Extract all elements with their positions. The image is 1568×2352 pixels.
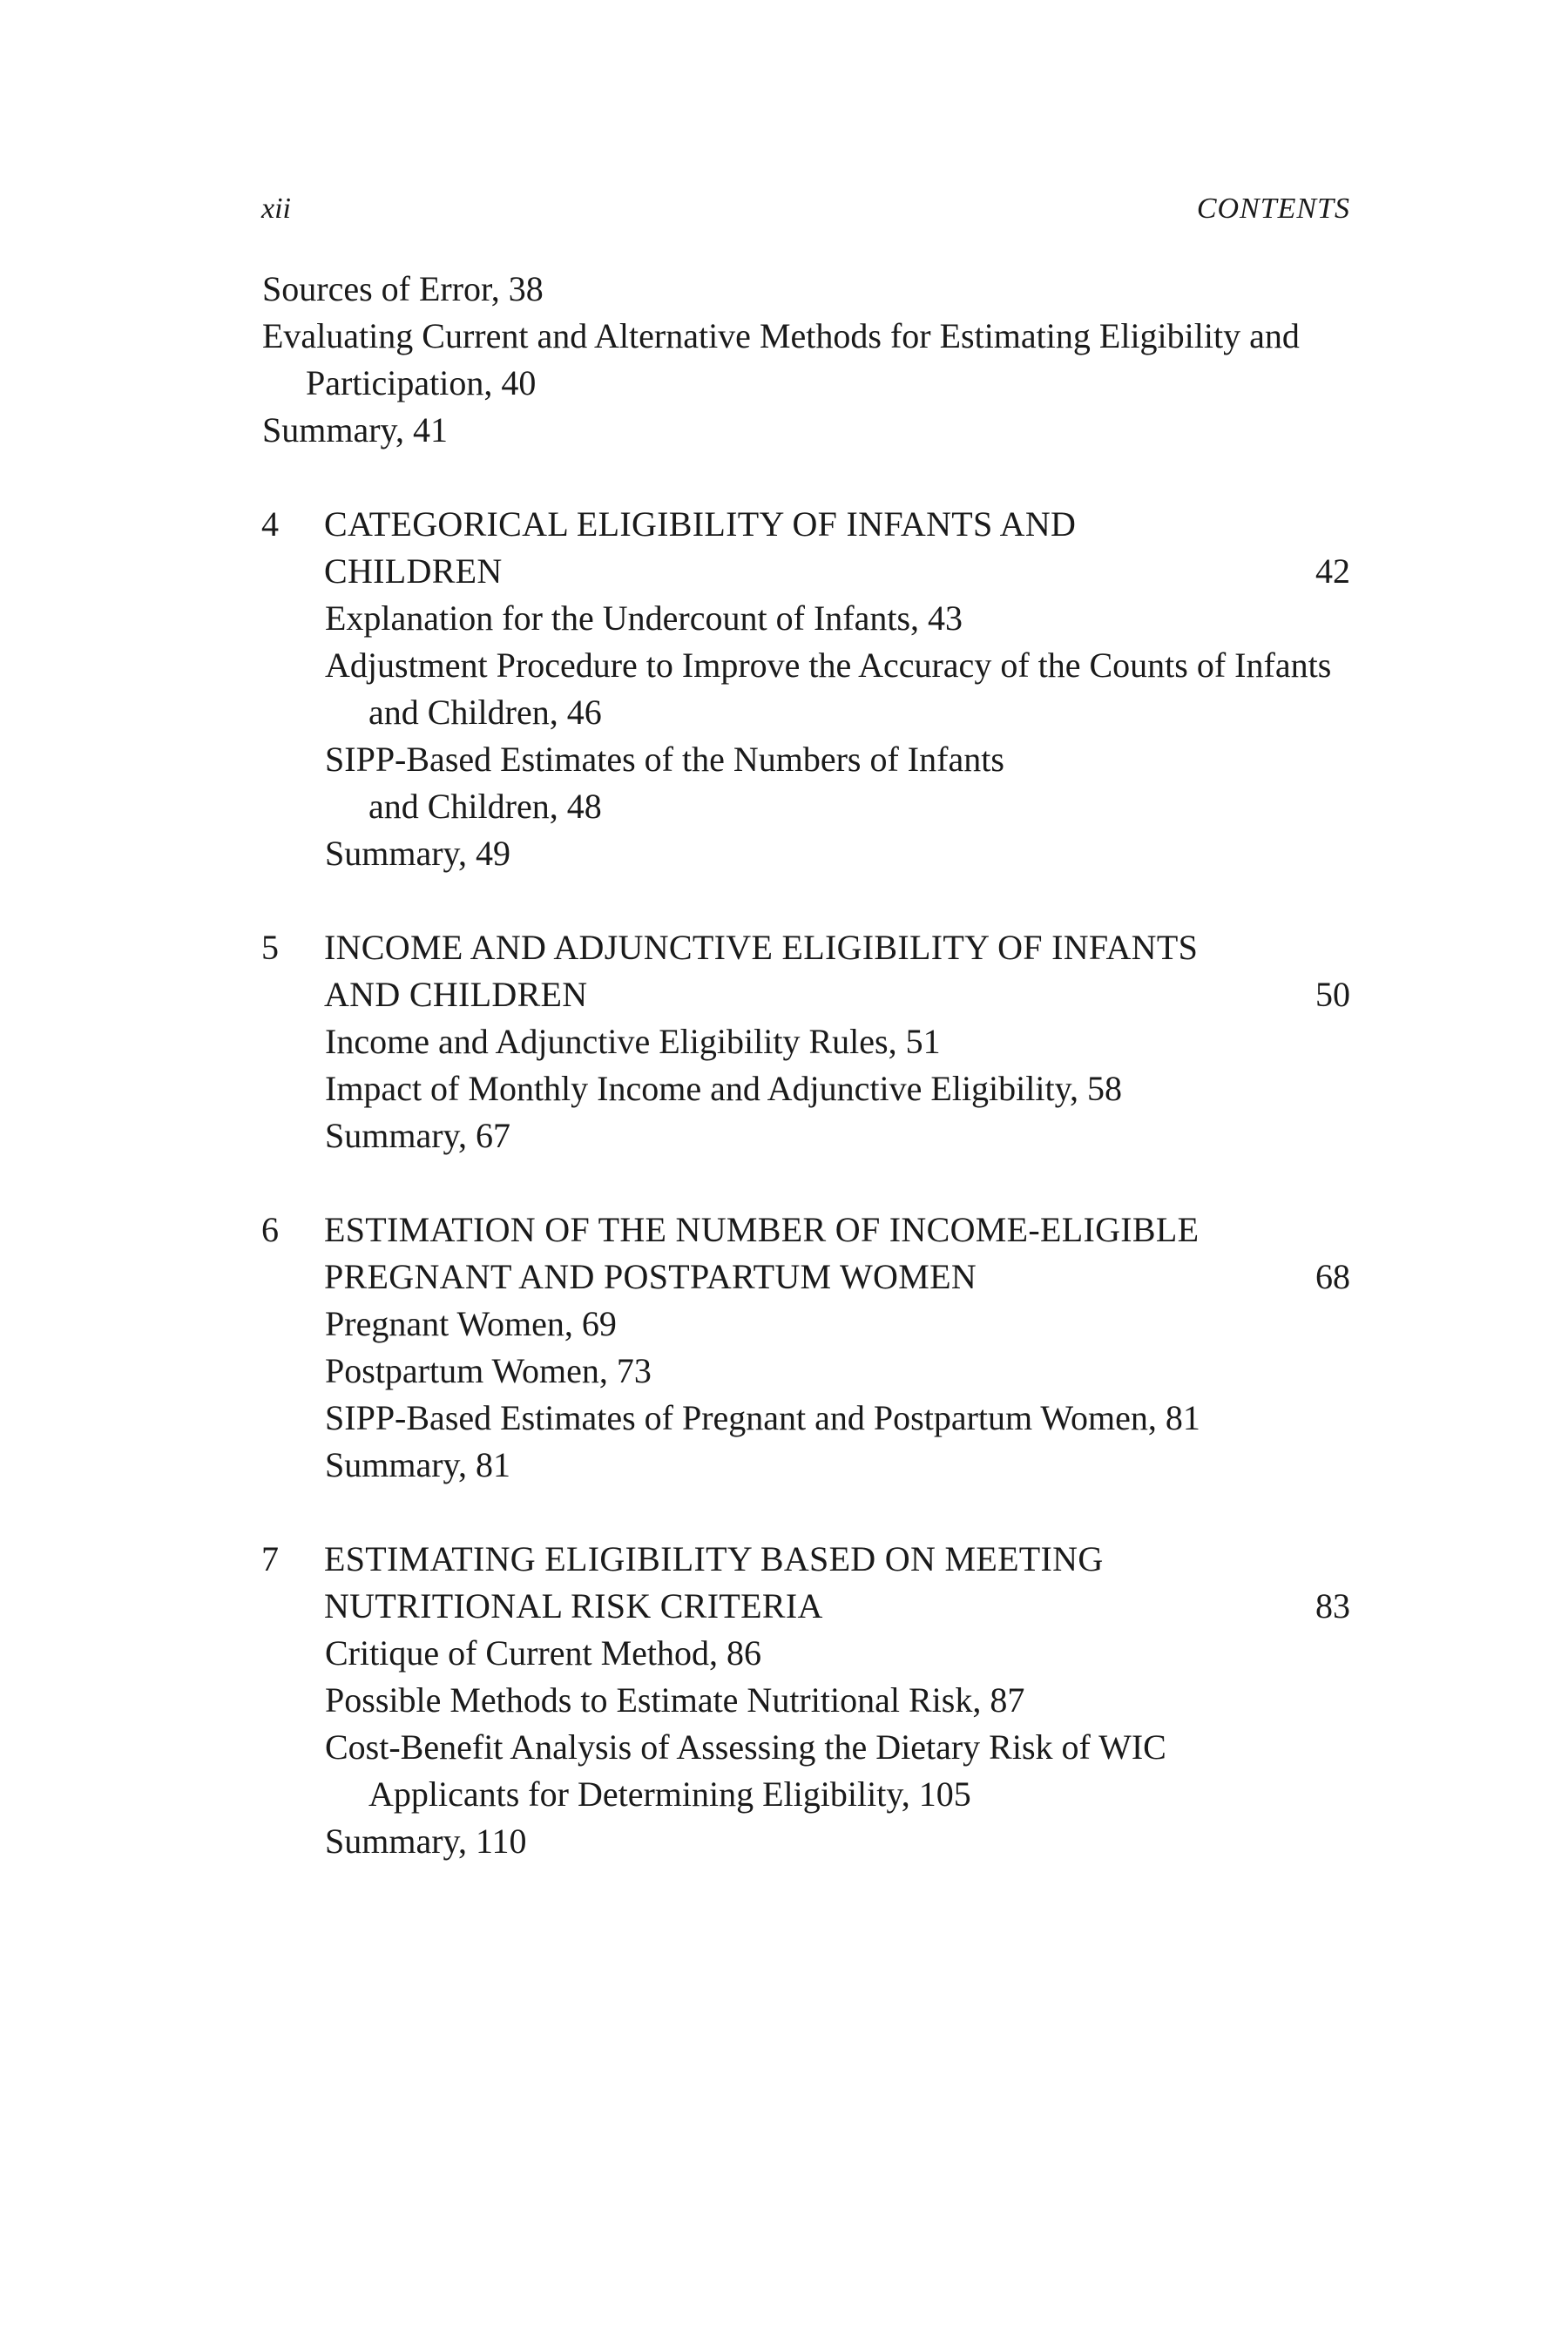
chapter-number: 5 <box>261 928 279 967</box>
chapter-5-entries <box>261 1018 1350 1159</box>
chapter-4 <box>261 501 1350 595</box>
toc-entry[interactable]: Summary, 49 <box>325 834 510 873</box>
page-folio: xii <box>261 193 291 225</box>
chapter-6 <box>261 1206 1350 1301</box>
chapter-title[interactable]: CATEGORICAL ELIGIBILITY OF INFANTS AND CHILDREN <box>324 504 1077 591</box>
intro-entries <box>199 266 1350 454</box>
chapter-page-number: 83 <box>1315 1586 1350 1625</box>
toc-entry[interactable]: Summary, 110 <box>325 1821 527 1861</box>
toc-entry[interactable]: Summary, 41 <box>262 410 448 449</box>
chapter-title[interactable]: INCOME AND ADJUNCTIVE ELIGIBILITY OF INFANTS AND CHILDREN <box>324 928 1199 1014</box>
chapter-page-number: 42 <box>1315 551 1350 591</box>
toc-entry[interactable]: Critique of Current Method, 86 <box>325 1633 762 1673</box>
chapter-4-entries <box>261 595 1350 877</box>
toc-entry[interactable]: Summary, 67 <box>325 1116 510 1155</box>
chapter-number: 7 <box>261 1539 279 1578</box>
toc-entry[interactable]: SIPP-Based Estimates of Pregnant and Postpartum Women, 81 <box>325 1398 1200 1437</box>
table-of-contents <box>261 266 1350 1865</box>
toc-entry[interactable]: SIPP-Based Estimates of the Numbers of Infants and Children, 48 <box>325 740 1004 826</box>
toc-entry[interactable]: Cost-Benefit Analysis of Assessing the Dietary Risk of WIC Applicants for Determining Eligibility, 105 <box>325 1727 1166 1814</box>
chapter-6-entries <box>261 1301 1350 1489</box>
chapter-title[interactable]: ESTIMATING ELIGIBILITY BASED ON MEETING NUTRITIONAL RISK CRITERIA <box>324 1539 1104 1625</box>
chapter-7 <box>261 1536 1350 1630</box>
chapter-7-entries <box>261 1630 1350 1865</box>
chapter-number: 4 <box>261 504 279 544</box>
toc-entry[interactable]: Evaluating Current and Alternative Methods for Estimating Eligibility and Participation, 40 <box>262 316 1300 402</box>
toc-entry[interactable]: Impact of Monthly Income and Adjunctive Eligibility, 58 <box>325 1069 1123 1108</box>
toc-entry[interactable]: Income and Adjunctive Eligibility Rules, 51 <box>325 1022 941 1061</box>
chapter-5 <box>261 924 1350 1018</box>
toc-entry[interactable]: Explanation for the Undercount of Infants, 43 <box>325 598 963 638</box>
running-head-title: CONTENTS <box>1196 193 1350 225</box>
chapter-page-number: 50 <box>1315 975 1350 1014</box>
chapter-page-number: 68 <box>1315 1257 1350 1296</box>
toc-entry[interactable]: Adjustment Procedure to Improve the Accuracy of the Counts of Infants and Children, 46 <box>325 645 1332 732</box>
chapter-number: 6 <box>261 1210 279 1249</box>
running-head <box>261 190 1350 228</box>
toc-entry[interactable]: Postpartum Women, 73 <box>325 1351 652 1390</box>
toc-entry[interactable]: Summary, 81 <box>325 1445 510 1484</box>
toc-entry[interactable]: Pregnant Women, 69 <box>325 1304 617 1343</box>
chapter-title[interactable]: ESTIMATION OF THE NUMBER OF INCOME-ELIGIBLE PREGNANT AND POSTPARTUM WOMEN <box>324 1210 1200 1296</box>
toc-entry[interactable]: Sources of Error, 38 <box>262 269 544 308</box>
toc-entry[interactable]: Possible Methods to Estimate Nutritional Risk, 87 <box>325 1680 1025 1720</box>
